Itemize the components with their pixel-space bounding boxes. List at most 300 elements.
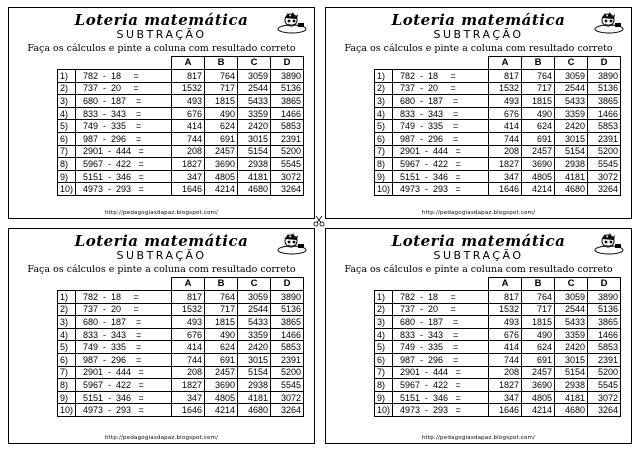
subtraction-expression: 749 - 335 = xyxy=(76,120,172,133)
scissors-icon xyxy=(312,214,326,228)
blog-url: http://pedagogiasdapaz.blogspot.com/ xyxy=(104,435,219,441)
answer-cell-d[interactable]: 5853 xyxy=(588,341,621,354)
row-number: 5) xyxy=(375,120,393,133)
answer-cell-c[interactable]: 2938 xyxy=(238,158,271,171)
answer-cell-a[interactable]: 1646 xyxy=(489,404,522,417)
table-row xyxy=(375,391,621,404)
answer-cell-b[interactable]: 691 xyxy=(522,353,555,366)
answer-cell-d[interactable]: 5545 xyxy=(588,379,621,392)
answer-cell-c[interactable]: 3015 xyxy=(238,132,271,145)
answer-cell-d[interactable]: 3865 xyxy=(588,316,621,329)
row-number: 2) xyxy=(58,303,76,316)
row-number: 2) xyxy=(375,82,393,95)
answer-cell-d[interactable]: 2391 xyxy=(588,132,621,145)
blank-header xyxy=(58,278,76,291)
answer-cell-a[interactable]: 347 xyxy=(489,170,522,183)
answer-cell-b[interactable]: 1815 xyxy=(205,316,238,329)
answer-cell-a[interactable]: 817 xyxy=(489,70,522,83)
answer-cell-b[interactable]: 490 xyxy=(522,107,555,120)
answer-cell-a[interactable]: 347 xyxy=(172,391,205,404)
answer-cell-a[interactable]: 1827 xyxy=(172,379,205,392)
answer-cell-d[interactable]: 3264 xyxy=(271,183,304,196)
subtraction-expression: 680 - 187 = xyxy=(393,95,489,108)
row-number: 3) xyxy=(375,95,393,108)
blog-url: http://pedagogiasdapaz.blogspot.com/ xyxy=(421,435,536,441)
row-number: 1) xyxy=(58,291,76,304)
cartoon-mascot-icon xyxy=(276,11,308,35)
column-header-b: B xyxy=(522,57,555,70)
answer-cell-d[interactable]: 3890 xyxy=(588,291,621,304)
row-number: 9) xyxy=(58,170,76,183)
answer-cell-d[interactable]: 2391 xyxy=(271,353,304,366)
answer-cell-a[interactable]: 817 xyxy=(489,291,522,304)
table-row xyxy=(58,145,304,158)
answer-cell-a[interactable]: 414 xyxy=(489,341,522,354)
answer-cell-a[interactable]: 676 xyxy=(172,107,205,120)
table-row xyxy=(375,316,621,329)
subtraction-expression: 782 - 18 = xyxy=(76,291,172,304)
answer-cell-c[interactable]: 5433 xyxy=(238,95,271,108)
answer-cell-b[interactable]: 764 xyxy=(205,291,238,304)
card-instruction: Faça os cálculos e pinte a coluna com resultado correto xyxy=(27,43,296,54)
row-number: 10) xyxy=(375,183,393,196)
table-row xyxy=(58,303,304,316)
row-number: 8) xyxy=(375,379,393,392)
subtraction-expression: 737 - 20 = xyxy=(393,303,489,316)
answer-cell-b[interactable]: 691 xyxy=(205,353,238,366)
table-row xyxy=(58,120,304,133)
answer-cell-d[interactable]: 5200 xyxy=(588,366,621,379)
card-title: Loteria matemática xyxy=(391,11,566,29)
answer-cell-b[interactable]: 2457 xyxy=(522,366,555,379)
answer-cell-c[interactable]: 4680 xyxy=(238,404,271,417)
column-header-d: D xyxy=(271,57,304,70)
answer-cell-c[interactable]: 4680 xyxy=(555,183,588,196)
answer-cell-b[interactable]: 1815 xyxy=(522,95,555,108)
subtraction-expression: 5151 - 346 = xyxy=(76,170,172,183)
column-header-b: B xyxy=(205,278,238,291)
answer-cell-c[interactable]: 2544 xyxy=(238,82,271,95)
answer-cell-c[interactable]: 2420 xyxy=(555,341,588,354)
answer-cell-a[interactable]: 1646 xyxy=(489,183,522,196)
table-row xyxy=(375,120,621,133)
answer-cell-b[interactable]: 3690 xyxy=(522,379,555,392)
table-row xyxy=(58,316,304,329)
table-row xyxy=(375,404,621,417)
subtraction-expression: 4973 - 293 = xyxy=(76,183,172,196)
row-number: 5) xyxy=(58,341,76,354)
row-number: 1) xyxy=(375,70,393,83)
column-header-d: D xyxy=(588,57,621,70)
subtraction-expression: 4973 - 293 = xyxy=(393,404,489,417)
answer-cell-a[interactable]: 676 xyxy=(489,328,522,341)
row-number: 7) xyxy=(375,366,393,379)
answer-cell-d[interactable]: 5853 xyxy=(271,341,304,354)
answer-cell-b[interactable]: 624 xyxy=(205,120,238,133)
table-row xyxy=(375,107,621,120)
subtraction-expression: 5151 - 346 = xyxy=(393,170,489,183)
card-subtitle: SUBTRAÇÃO xyxy=(116,249,207,262)
answer-cell-d[interactable]: 3865 xyxy=(271,316,304,329)
answer-cell-a[interactable]: 1646 xyxy=(172,183,205,196)
answer-cell-b[interactable]: 4214 xyxy=(522,404,555,417)
answer-cell-c[interactable]: 4181 xyxy=(555,170,588,183)
answer-cell-c[interactable]: 2420 xyxy=(238,120,271,133)
answer-cell-d[interactable]: 2391 xyxy=(588,353,621,366)
card-subtitle: SUBTRAÇÃO xyxy=(116,28,207,41)
card-title: Loteria matemática xyxy=(74,232,249,250)
answer-cell-a[interactable]: 1646 xyxy=(172,404,205,417)
answer-cell-c[interactable]: 3059 xyxy=(238,291,271,304)
answer-cell-b[interactable]: 3690 xyxy=(205,379,238,392)
lottery-card-2 xyxy=(325,7,632,219)
answer-cell-a[interactable]: 493 xyxy=(489,95,522,108)
answer-cell-b[interactable]: 624 xyxy=(205,341,238,354)
subtraction-expression: 782 - 18 = xyxy=(76,70,172,83)
answer-cell-d[interactable]: 3072 xyxy=(271,170,304,183)
table-row xyxy=(375,145,621,158)
answer-cell-c[interactable]: 5154 xyxy=(238,145,271,158)
subtraction-expression: 782 - 18 = xyxy=(393,291,489,304)
answer-cell-a[interactable]: 493 xyxy=(172,316,205,329)
answer-cell-c[interactable]: 3059 xyxy=(555,70,588,83)
lottery-table xyxy=(374,277,621,417)
answer-cell-b[interactable]: 490 xyxy=(205,328,238,341)
answer-cell-d[interactable]: 3865 xyxy=(588,95,621,108)
answer-cell-d[interactable]: 5136 xyxy=(271,82,304,95)
answer-cell-d[interactable]: 5545 xyxy=(271,158,304,171)
answer-cell-d[interactable]: 5136 xyxy=(271,303,304,316)
subtraction-expression: 2901 - 444 = xyxy=(393,366,489,379)
answer-cell-d[interactable]: 3072 xyxy=(588,170,621,183)
answer-cell-a[interactable]: 1532 xyxy=(489,303,522,316)
row-number: 6) xyxy=(375,353,393,366)
answer-cell-c[interactable]: 3359 xyxy=(238,328,271,341)
table-row xyxy=(375,183,621,196)
answer-cell-b[interactable]: 691 xyxy=(522,132,555,145)
column-header-d: D xyxy=(271,278,304,291)
answer-cell-c[interactable]: 4181 xyxy=(555,391,588,404)
blank-header xyxy=(375,278,393,291)
row-number: 8) xyxy=(58,379,76,392)
subtraction-expression: 737 - 20 = xyxy=(76,82,172,95)
answer-cell-b[interactable]: 717 xyxy=(205,82,238,95)
answer-cell-c[interactable]: 3359 xyxy=(238,107,271,120)
row-number: 1) xyxy=(375,291,393,304)
row-number: 10) xyxy=(58,183,76,196)
column-header-b: B xyxy=(205,57,238,70)
table-header-row xyxy=(58,57,304,70)
subtraction-expression: 749 - 335 = xyxy=(393,341,489,354)
table-row xyxy=(375,82,621,95)
column-header-c: C xyxy=(555,278,588,291)
answer-cell-b[interactable]: 2457 xyxy=(205,145,238,158)
lottery-card-4 xyxy=(325,228,632,444)
table-row xyxy=(58,183,304,196)
answer-cell-c[interactable]: 2938 xyxy=(555,158,588,171)
row-number: 1) xyxy=(58,70,76,83)
card-subtitle: SUBTRAÇÃO xyxy=(433,249,524,262)
answer-cell-b[interactable]: 764 xyxy=(205,70,238,83)
row-number: 9) xyxy=(58,391,76,404)
answer-cell-d[interactable]: 5200 xyxy=(271,145,304,158)
answer-cell-a[interactable]: 744 xyxy=(172,132,205,145)
row-number: 4) xyxy=(58,107,76,120)
answer-cell-d[interactable]: 5853 xyxy=(271,120,304,133)
card-title: Loteria matemática xyxy=(74,11,249,29)
answer-cell-a[interactable]: 208 xyxy=(489,366,522,379)
row-number: 9) xyxy=(375,170,393,183)
answer-cell-a[interactable]: 817 xyxy=(172,291,205,304)
blog-url: http://pedagogiasdapaz.blogspot.com/ xyxy=(421,210,536,216)
table-row xyxy=(58,291,304,304)
table-row xyxy=(58,170,304,183)
answer-cell-d[interactable]: 1466 xyxy=(588,107,621,120)
subtraction-expression: 680 - 187 = xyxy=(76,316,172,329)
answer-cell-b[interactable]: 691 xyxy=(205,132,238,145)
answer-cell-c[interactable]: 5433 xyxy=(555,95,588,108)
column-header-b: B xyxy=(522,278,555,291)
column-header-a: A xyxy=(489,57,522,70)
subtraction-expression: 987 - 296 = xyxy=(393,353,489,366)
answer-cell-d[interactable]: 3264 xyxy=(271,404,304,417)
answer-cell-c[interactable]: 2420 xyxy=(555,120,588,133)
answer-cell-d[interactable]: 3072 xyxy=(588,391,621,404)
subtraction-expression: 4973 - 293 = xyxy=(393,183,489,196)
table-row xyxy=(58,366,304,379)
answer-cell-d[interactable]: 5853 xyxy=(588,120,621,133)
answer-cell-d[interactable]: 2391 xyxy=(271,132,304,145)
answer-cell-c[interactable]: 2938 xyxy=(555,379,588,392)
answer-cell-d[interactable]: 1466 xyxy=(588,328,621,341)
lottery-card-1 xyxy=(8,7,315,219)
answer-cell-b[interactable]: 717 xyxy=(205,303,238,316)
subtraction-expression: 5151 - 346 = xyxy=(76,391,172,404)
answer-cell-a[interactable]: 347 xyxy=(172,170,205,183)
answer-cell-a[interactable]: 744 xyxy=(489,132,522,145)
answer-cell-a[interactable]: 676 xyxy=(489,107,522,120)
answer-cell-c[interactable]: 5433 xyxy=(238,316,271,329)
answer-cell-d[interactable]: 3264 xyxy=(588,404,621,417)
subtraction-expression: 2901 - 444 = xyxy=(393,145,489,158)
row-number: 7) xyxy=(58,366,76,379)
card-title: Loteria matemática xyxy=(391,232,566,250)
subtraction-expression: 5967 - 422 = xyxy=(393,379,489,392)
answer-cell-c[interactable]: 4680 xyxy=(555,404,588,417)
answer-cell-a[interactable]: 1827 xyxy=(489,158,522,171)
answer-cell-b[interactable]: 3690 xyxy=(522,158,555,171)
column-header-d: D xyxy=(588,278,621,291)
answer-cell-b[interactable]: 490 xyxy=(522,328,555,341)
subtraction-expression: 4973 - 293 = xyxy=(76,404,172,417)
subtraction-expression: 987 - 296 = xyxy=(393,132,489,145)
answer-cell-a[interactable]: 1827 xyxy=(172,158,205,171)
answer-cell-a[interactable]: 1532 xyxy=(489,82,522,95)
table-row xyxy=(58,158,304,171)
answer-cell-b[interactable]: 2457 xyxy=(205,366,238,379)
answer-cell-d[interactable]: 5200 xyxy=(588,145,621,158)
table-row xyxy=(58,82,304,95)
column-header-c: C xyxy=(238,57,271,70)
table-row xyxy=(58,404,304,417)
answer-cell-b[interactable]: 3690 xyxy=(205,158,238,171)
answer-cell-d[interactable]: 3264 xyxy=(588,183,621,196)
table-row xyxy=(58,70,304,83)
subtraction-expression: 833 - 343 = xyxy=(393,328,489,341)
answer-cell-b[interactable]: 4805 xyxy=(522,170,555,183)
subtraction-expression: 749 - 335 = xyxy=(76,341,172,354)
row-number: 6) xyxy=(58,353,76,366)
answer-cell-a[interactable]: 493 xyxy=(489,316,522,329)
answer-cell-a[interactable]: 744 xyxy=(489,353,522,366)
answer-cell-c[interactable]: 3359 xyxy=(555,107,588,120)
answer-cell-b[interactable]: 4214 xyxy=(205,404,238,417)
answer-cell-b[interactable]: 717 xyxy=(522,303,555,316)
row-number: 7) xyxy=(58,145,76,158)
answer-cell-a[interactable]: 208 xyxy=(172,366,205,379)
answer-cell-c[interactable]: 2544 xyxy=(555,82,588,95)
answer-cell-a[interactable]: 208 xyxy=(489,145,522,158)
cartoon-mascot-icon xyxy=(593,232,625,256)
answer-cell-c[interactable]: 2544 xyxy=(238,303,271,316)
table-row xyxy=(375,170,621,183)
answer-cell-c[interactable]: 2420 xyxy=(238,341,271,354)
answer-cell-c[interactable]: 5154 xyxy=(555,145,588,158)
row-number: 3) xyxy=(375,316,393,329)
answer-cell-a[interactable]: 493 xyxy=(172,95,205,108)
answer-cell-c[interactable]: 3015 xyxy=(555,132,588,145)
answer-cell-b[interactable]: 490 xyxy=(205,107,238,120)
table-row xyxy=(375,328,621,341)
answer-cell-a[interactable]: 347 xyxy=(489,391,522,404)
table-row xyxy=(375,158,621,171)
answer-cell-b[interactable]: 2457 xyxy=(522,145,555,158)
answer-cell-c[interactable]: 3059 xyxy=(555,291,588,304)
answer-cell-d[interactable]: 5136 xyxy=(588,82,621,95)
subtraction-expression: 833 - 343 = xyxy=(76,328,172,341)
row-number: 3) xyxy=(58,316,76,329)
table-row xyxy=(375,366,621,379)
blank-header xyxy=(58,57,76,70)
answer-cell-a[interactable]: 744 xyxy=(172,353,205,366)
answer-cell-b[interactable]: 624 xyxy=(522,120,555,133)
table-row xyxy=(375,353,621,366)
table-row xyxy=(58,107,304,120)
row-number: 8) xyxy=(58,158,76,171)
row-number: 7) xyxy=(375,145,393,158)
answer-cell-c[interactable]: 4181 xyxy=(238,170,271,183)
column-header-a: A xyxy=(172,278,205,291)
answer-cell-b[interactable]: 4805 xyxy=(205,391,238,404)
answer-cell-a[interactable]: 817 xyxy=(172,70,205,83)
card-subtitle: SUBTRAÇÃO xyxy=(433,28,524,41)
subtraction-expression: 2901 - 444 = xyxy=(76,145,172,158)
row-number: 10) xyxy=(375,404,393,417)
answer-cell-c[interactable]: 2544 xyxy=(555,303,588,316)
answer-cell-b[interactable]: 4214 xyxy=(522,183,555,196)
table-row xyxy=(375,70,621,83)
row-number: 10) xyxy=(58,404,76,417)
card-instruction: Faça os cálculos e pinte a coluna com resultado correto xyxy=(344,264,613,275)
answer-cell-a[interactable]: 208 xyxy=(172,145,205,158)
subtraction-expression: 5967 - 422 = xyxy=(393,158,489,171)
column-header-a: A xyxy=(489,278,522,291)
answer-cell-c[interactable]: 4680 xyxy=(238,183,271,196)
answer-cell-c[interactable]: 3015 xyxy=(238,353,271,366)
blank-header xyxy=(375,57,393,70)
cartoon-mascot-icon xyxy=(593,11,625,35)
answer-cell-d[interactable]: 3890 xyxy=(271,291,304,304)
answer-cell-c[interactable]: 3059 xyxy=(238,70,271,83)
answer-cell-a[interactable]: 414 xyxy=(489,120,522,133)
answer-cell-b[interactable]: 717 xyxy=(522,82,555,95)
answer-cell-d[interactable]: 5136 xyxy=(588,303,621,316)
answer-cell-d[interactable]: 3865 xyxy=(271,95,304,108)
row-number: 3) xyxy=(58,95,76,108)
answer-cell-b[interactable]: 4805 xyxy=(205,170,238,183)
answer-cell-d[interactable]: 5545 xyxy=(588,158,621,171)
answer-cell-b[interactable]: 4805 xyxy=(522,391,555,404)
answer-cell-a[interactable]: 676 xyxy=(172,328,205,341)
answer-cell-d[interactable]: 1466 xyxy=(271,107,304,120)
answer-cell-b[interactable]: 764 xyxy=(522,70,555,83)
answer-cell-c[interactable]: 5154 xyxy=(238,366,271,379)
answer-cell-d[interactable]: 1466 xyxy=(271,328,304,341)
lottery-table xyxy=(57,277,304,417)
answer-cell-d[interactable]: 3072 xyxy=(271,391,304,404)
blog-url: http://pedagogiasdapaz.blogspot.com/ xyxy=(104,210,219,216)
answer-cell-c[interactable]: 5433 xyxy=(555,316,588,329)
row-number: 2) xyxy=(58,82,76,95)
row-number: 4) xyxy=(375,107,393,120)
answer-cell-c[interactable]: 2938 xyxy=(238,379,271,392)
table-header-row xyxy=(58,278,304,291)
answer-cell-a[interactable]: 1827 xyxy=(489,379,522,392)
answer-cell-c[interactable]: 3015 xyxy=(555,353,588,366)
answer-cell-b[interactable]: 1815 xyxy=(205,95,238,108)
answer-cell-a[interactable]: 414 xyxy=(172,120,205,133)
row-number: 2) xyxy=(375,303,393,316)
answer-cell-d[interactable]: 5200 xyxy=(271,366,304,379)
answer-cell-a[interactable]: 1532 xyxy=(172,303,205,316)
answer-cell-d[interactable]: 3890 xyxy=(271,70,304,83)
answer-cell-b[interactable]: 1815 xyxy=(522,316,555,329)
row-number: 9) xyxy=(375,391,393,404)
blank-header xyxy=(393,278,489,291)
column-header-c: C xyxy=(238,278,271,291)
answer-cell-b[interactable]: 4214 xyxy=(205,183,238,196)
answer-cell-b[interactable]: 624 xyxy=(522,341,555,354)
answer-cell-c[interactable]: 4181 xyxy=(238,391,271,404)
subtraction-expression: 987 - 296 = xyxy=(76,132,172,145)
answer-cell-d[interactable]: 3890 xyxy=(588,70,621,83)
table-header-row xyxy=(375,278,621,291)
row-number: 6) xyxy=(375,132,393,145)
answer-cell-c[interactable]: 5154 xyxy=(555,366,588,379)
subtraction-expression: 987 - 296 = xyxy=(76,353,172,366)
subtraction-expression: 5151 - 346 = xyxy=(393,391,489,404)
table-row xyxy=(375,95,621,108)
table-row xyxy=(58,341,304,354)
answer-cell-a[interactable]: 1532 xyxy=(172,82,205,95)
lottery-table xyxy=(57,56,304,196)
blank-header xyxy=(76,57,172,70)
row-number: 5) xyxy=(375,341,393,354)
answer-cell-c[interactable]: 3359 xyxy=(555,328,588,341)
answer-cell-a[interactable]: 414 xyxy=(172,341,205,354)
answer-cell-b[interactable]: 764 xyxy=(522,291,555,304)
answer-cell-d[interactable]: 5545 xyxy=(271,379,304,392)
